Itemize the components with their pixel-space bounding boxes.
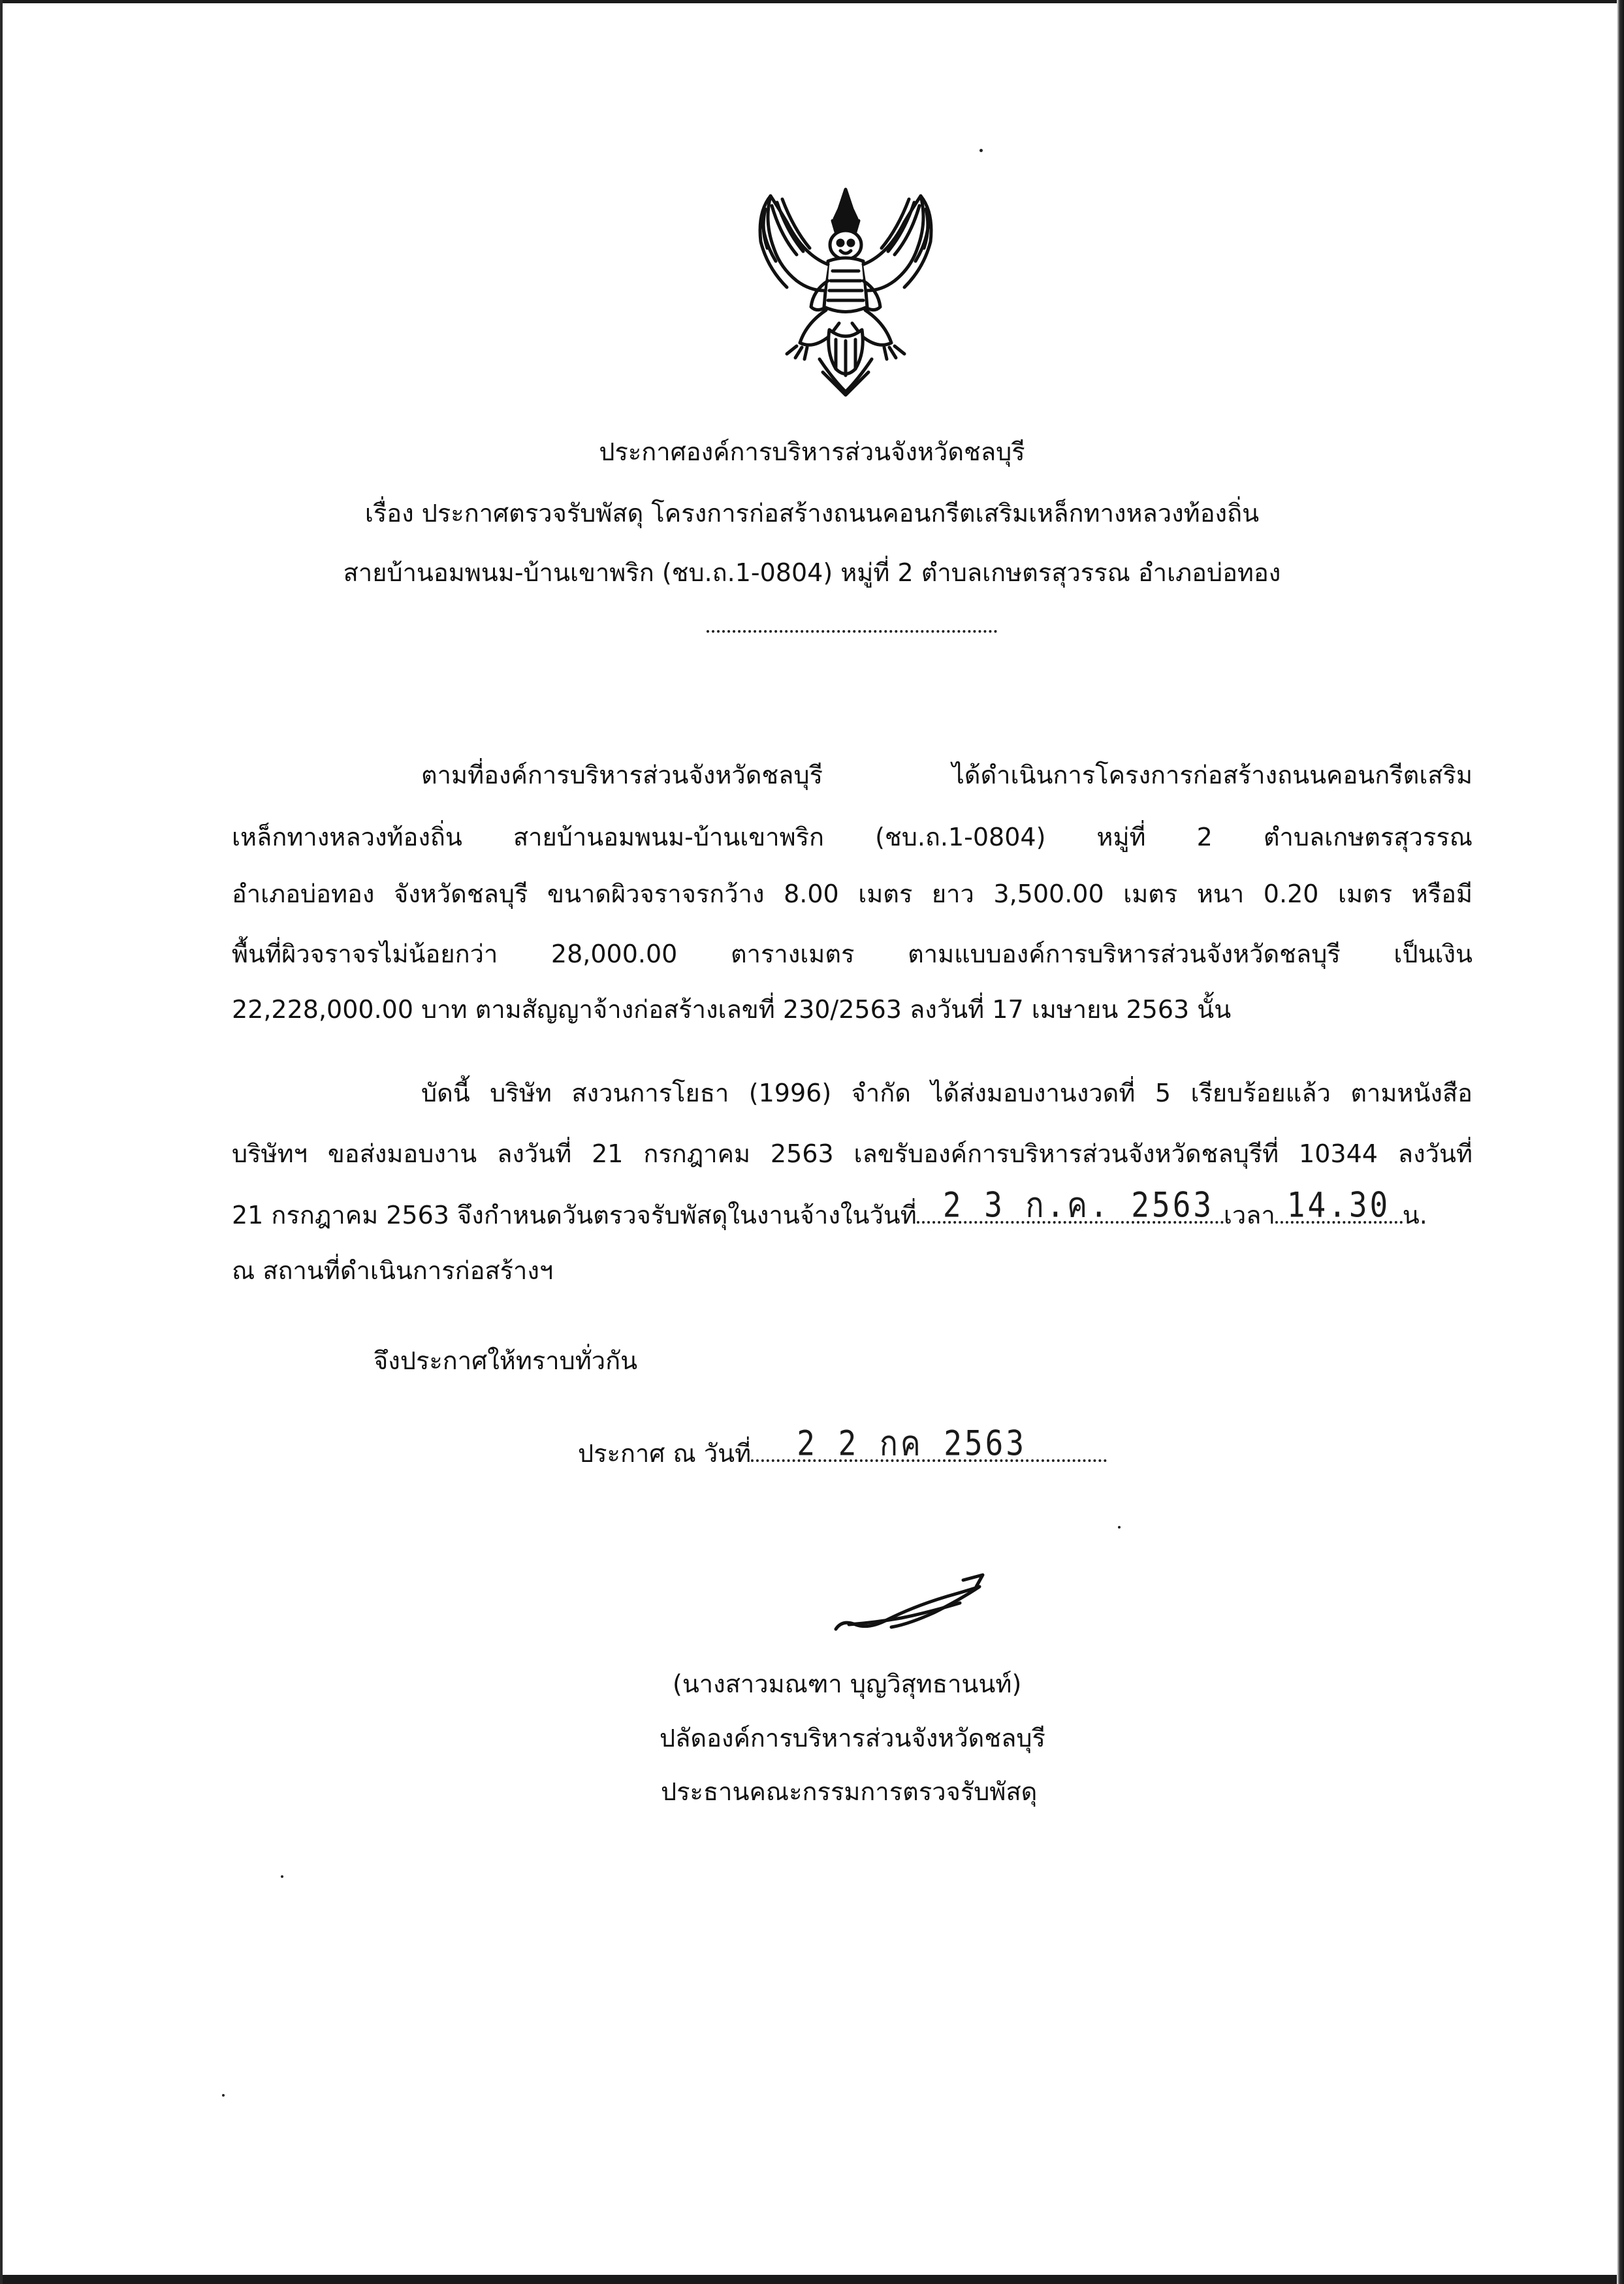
scan-speck xyxy=(1118,1526,1121,1529)
scan-edge-bottom xyxy=(0,2275,1624,2284)
paragraph-1-line: อำเภอบ่อทอง จังหวัดชลบุรี ขนาดผิวจราจรกว้าง 8.00 เมตร ยาว 3,500.00 เมตร หนา 0.20 เมตร หรือมี xyxy=(232,880,1473,908)
scan-speck xyxy=(281,1875,283,1878)
inspection-date-handwritten: 2 3 ก.ค. 2563 xyxy=(942,1184,1215,1226)
announcement-date-line xyxy=(578,1422,1107,1469)
scan-speck xyxy=(979,149,983,152)
subject-line: เรื่อง ประกาศตรวจรับพัสดุ โครงการก่อสร้างถนนคอนกรีตเสริมเหล็กทางหลวงท้องถิ่น xyxy=(364,499,1260,528)
handwritten-signature-icon xyxy=(829,1567,999,1639)
signatory-position: ปลัดองค์การบริหารส่วนจังหวัดชลบุรี xyxy=(660,1724,1045,1753)
inspection-schedule-line xyxy=(232,1184,1427,1231)
inspection-prefix: 21 กรกฎาคม 2563 จึงกำหนดวันตรวจรับพัสดุในงานจ้างในวันที่ xyxy=(232,1201,917,1229)
inspection-time-handwritten: 14.30 xyxy=(1286,1184,1391,1226)
paragraph-2-line: บัดนี้ บริษัท สงวนการโยธา (1996) จำกัด ได้ส่งมอบงานงวดที่ 5 เรียบร้อยแล้ว ตามหนังสือ xyxy=(421,1079,1473,1107)
signatory-name: (นางสาวมณฑา บุญวิสุทธานนท์) xyxy=(673,1670,1022,1698)
issuer-title: ประกาศองค์การบริหารส่วนจังหวัดชลบุรี xyxy=(599,437,1025,466)
paragraph-1-line: 22,228,000.00 บาท ตามสัญญาจ้างก่อสร้างเลขที่ 230/2563 ลงวันที่ 17 เมษายน 2563 นั้น xyxy=(232,995,1232,1024)
closing-statement: จึงประกาศให้ทราบทั่วกัน xyxy=(374,1346,638,1375)
inspection-date-field xyxy=(917,1184,1224,1226)
announcement-date-handwritten: 2 2 กค 2563 xyxy=(797,1422,1027,1464)
inspection-time-field xyxy=(1275,1184,1403,1226)
scan-edge-right xyxy=(1617,0,1624,2284)
paragraph-1-line: ตามที่องค์การบริหารส่วนจังหวัดชลบุรี ได้ดำเนินการโครงการก่อสร้างถนนคอนกรีตเสริม xyxy=(421,761,1473,789)
scan-speck xyxy=(222,2094,225,2097)
signatory-role: ประธานคณะกรรมการตรวจรับพัสดุ xyxy=(661,1777,1038,1806)
location-line: ณ สถานที่ดำเนินการก่อสร้างฯ xyxy=(232,1256,554,1285)
header-divider xyxy=(707,630,997,633)
paragraph-2-line: บริษัทฯ ขอส่งมอบงาน ลงวันที่ 21 กรกฎาคม 2563 เลขรับองค์การบริหารส่วนจังหวัดชลบุรีที่ 10344 ลงวันที่ xyxy=(232,1139,1473,1168)
paragraph-1-line: เหล็กทางหลวงท้องถิ่น สายบ้านอมพนม-บ้านเขาพริก (ชบ.ถ.1-0804) หมู่ที่ 2 ตำบลเกษตรสุวรรณ xyxy=(232,823,1473,851)
paragraph-1-line: พื้นที่ผิวจราจรไม่น้อยกว่า 28,000.00 ตารางเมตร ตามแบบองค์การบริหารส่วนจังหวัดชลบุรี เป็นเงิน xyxy=(232,940,1473,968)
time-label: เวลา xyxy=(1223,1201,1275,1229)
announcement-date-field xyxy=(751,1422,1107,1464)
scan-edge-left xyxy=(0,0,3,2284)
scan-edge-top xyxy=(0,0,1624,3)
subject-line-continued: สายบ้านอมพนม-บ้านเขาพริก (ชบ.ถ.1-0804) หมู่ที่ 2 ตำบลเกษตรสุวรรณ อำเภอบ่อทอง xyxy=(343,558,1281,587)
announcement-label: ประกาศ ณ วันที่ xyxy=(578,1439,752,1468)
garuda-emblem-icon xyxy=(751,183,940,398)
time-unit: น. xyxy=(1402,1201,1427,1229)
